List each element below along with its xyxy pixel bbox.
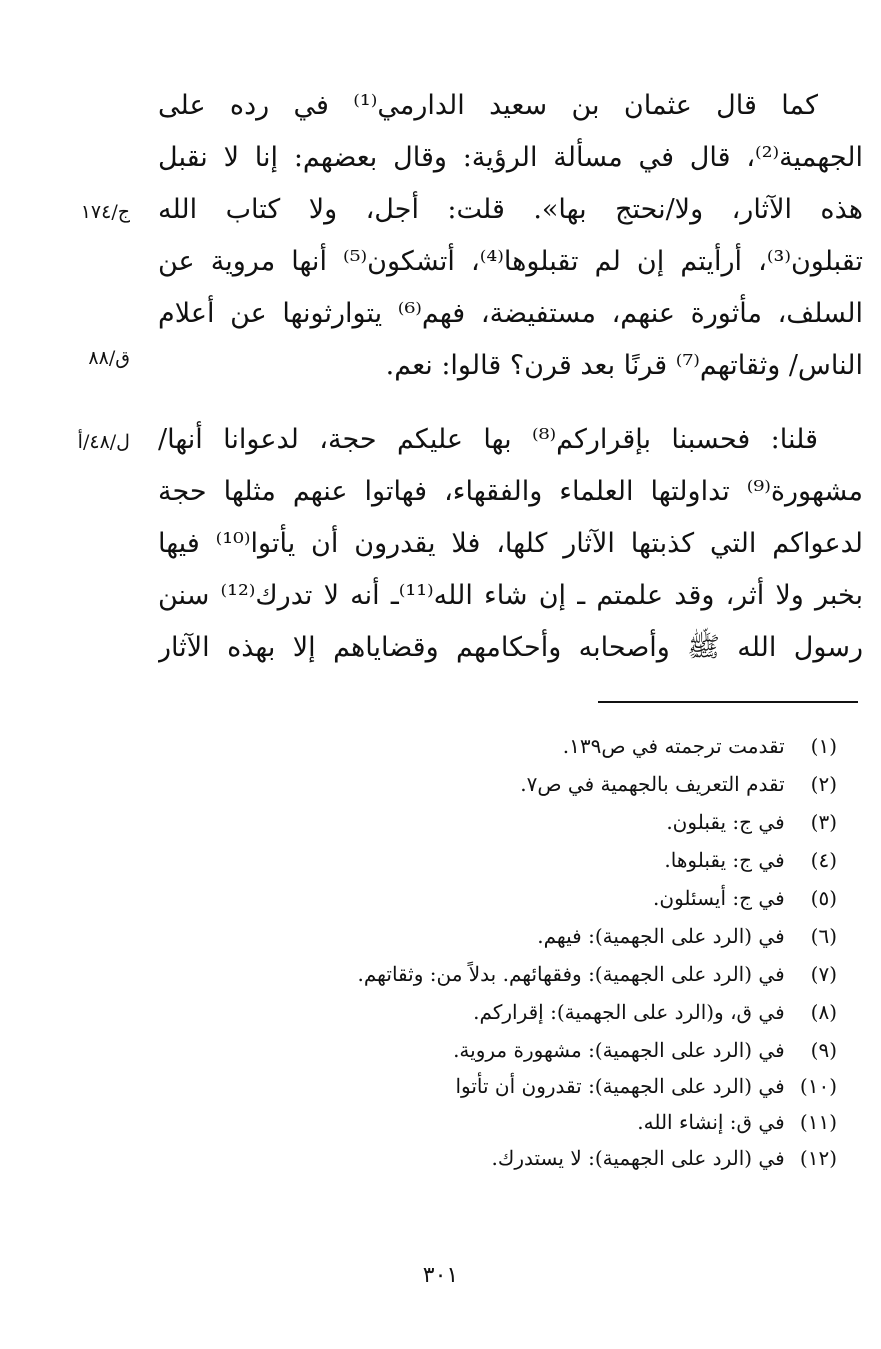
footnote bbox=[520, 767, 837, 801]
footnote-number: (٤) bbox=[810, 848, 837, 872]
footnote-text: تقدم التعريف بالجهمية في ص٧. bbox=[520, 772, 785, 796]
footnote-text: في ج: يقبلوها. bbox=[664, 848, 785, 872]
text-line: قلنا: فحسبنا بإقراركم⁽⁸⁾ بها عليكم حجة، لدعوانا أنها/ bbox=[158, 424, 819, 455]
text-line: رسول الله ﷺ وأصحابه وأحكامهم وقضاياهم إلا بهذه الآثار bbox=[158, 632, 863, 663]
footnote-number: (٧) bbox=[810, 962, 837, 986]
text-line: مشهورة⁽⁹⁾ تداولتها العلماء والفقهاء، فهاتوا عنهم مثلها حجة bbox=[158, 476, 863, 507]
margin-note-q: ق/٨٨ bbox=[88, 347, 130, 369]
footnote-text: في (الرد على الجهمية): لا يستدرك. bbox=[491, 1146, 785, 1170]
margin-note-l: ل/٤٨/أ bbox=[77, 431, 130, 453]
footnote-number: (٣) bbox=[810, 810, 837, 834]
footnote-text: في (الرد على الجهمية): مشهورة مروية. bbox=[453, 1038, 785, 1062]
footnote bbox=[637, 1105, 837, 1139]
footnote-number: (١٠) bbox=[799, 1074, 837, 1098]
footnote bbox=[358, 957, 838, 991]
text-line: بخبر ولا أثر، وقد علمتم ـ إن شاء الله⁽¹¹⁾ـ أنه لا تدرك⁽¹²⁾ سنن bbox=[158, 580, 863, 611]
footnote bbox=[537, 919, 837, 953]
text-line: السلف، مأثورة عنهم، مستفيضة، فهم⁽⁶⁾ يتوارثونها عن أعلام bbox=[158, 298, 863, 329]
footnote-text: في ج: يقبلون. bbox=[666, 810, 785, 834]
footnote bbox=[666, 805, 837, 839]
footnote-number: (٢) bbox=[810, 772, 837, 796]
footnote bbox=[492, 1141, 837, 1175]
text-line: الناس/ وثقاتهم⁽⁷⁾ قرنًا بعد قرن؟ قالوا: نعم. bbox=[385, 350, 863, 381]
footnote-number: (١٢) bbox=[799, 1146, 837, 1170]
footnote-number: (٩) bbox=[810, 1038, 837, 1062]
footnote bbox=[653, 881, 837, 915]
footnote bbox=[473, 995, 837, 1029]
footnote-number: (٥) bbox=[810, 886, 837, 910]
footnote bbox=[453, 1033, 837, 1067]
footnote-text: في ق، و(الرد على الجهمية): إقراركم. bbox=[473, 1000, 785, 1024]
footnote bbox=[664, 843, 837, 877]
page-number: ٣٠١ bbox=[422, 1263, 459, 1288]
footnote-number: (١) bbox=[810, 734, 837, 758]
footnote bbox=[455, 1069, 837, 1103]
footnote-number: (٦) bbox=[810, 924, 837, 948]
footnote bbox=[563, 729, 837, 763]
text-line: الجهمية⁽²⁾، قال في مسألة الرؤية: وقال بعضهم: إنا لا نقبل bbox=[158, 142, 863, 173]
footnote-number: (١١) bbox=[799, 1110, 837, 1134]
footnote-number: (٨) bbox=[810, 1000, 837, 1024]
footnote-separator bbox=[598, 701, 858, 703]
footnote-text: في ق: إنشاء الله. bbox=[637, 1110, 785, 1134]
text-line: لدعواكم التي كذبتها الآثار كلها، فلا يقدرون أن يأتوا⁽¹⁰⁾ فيها bbox=[158, 528, 863, 559]
text-line: تقبلون⁽³⁾، أرأيتم إن لم تقبلوها⁽⁴⁾، أتشكون⁽⁵⁾ أنها مروية عن bbox=[158, 246, 863, 277]
margin-note-j: ج/١٧٤ bbox=[80, 201, 130, 223]
footnote-text: في (الرد على الجهمية): فيهم. bbox=[537, 924, 785, 948]
text-line: كما قال عثمان بن سعيد الدارمي⁽¹⁾ في رده على bbox=[158, 90, 818, 121]
text-line: هذه الآثار، ولا/نحتج بها». قلت: أجل، ولا كتاب الله bbox=[158, 194, 863, 225]
footnote-text: في ج: أيسئلون. bbox=[653, 886, 785, 910]
footnote-text: تقدمت ترجمته في ص١٣٩. bbox=[562, 734, 785, 758]
footnote-text: في (الرد على الجهمية): وفقهائهم. بدلاً من: وثقاتهم. bbox=[357, 962, 785, 986]
footnote-text: في (الرد على الجهمية): تقدرون أن تأتوا bbox=[455, 1074, 785, 1098]
